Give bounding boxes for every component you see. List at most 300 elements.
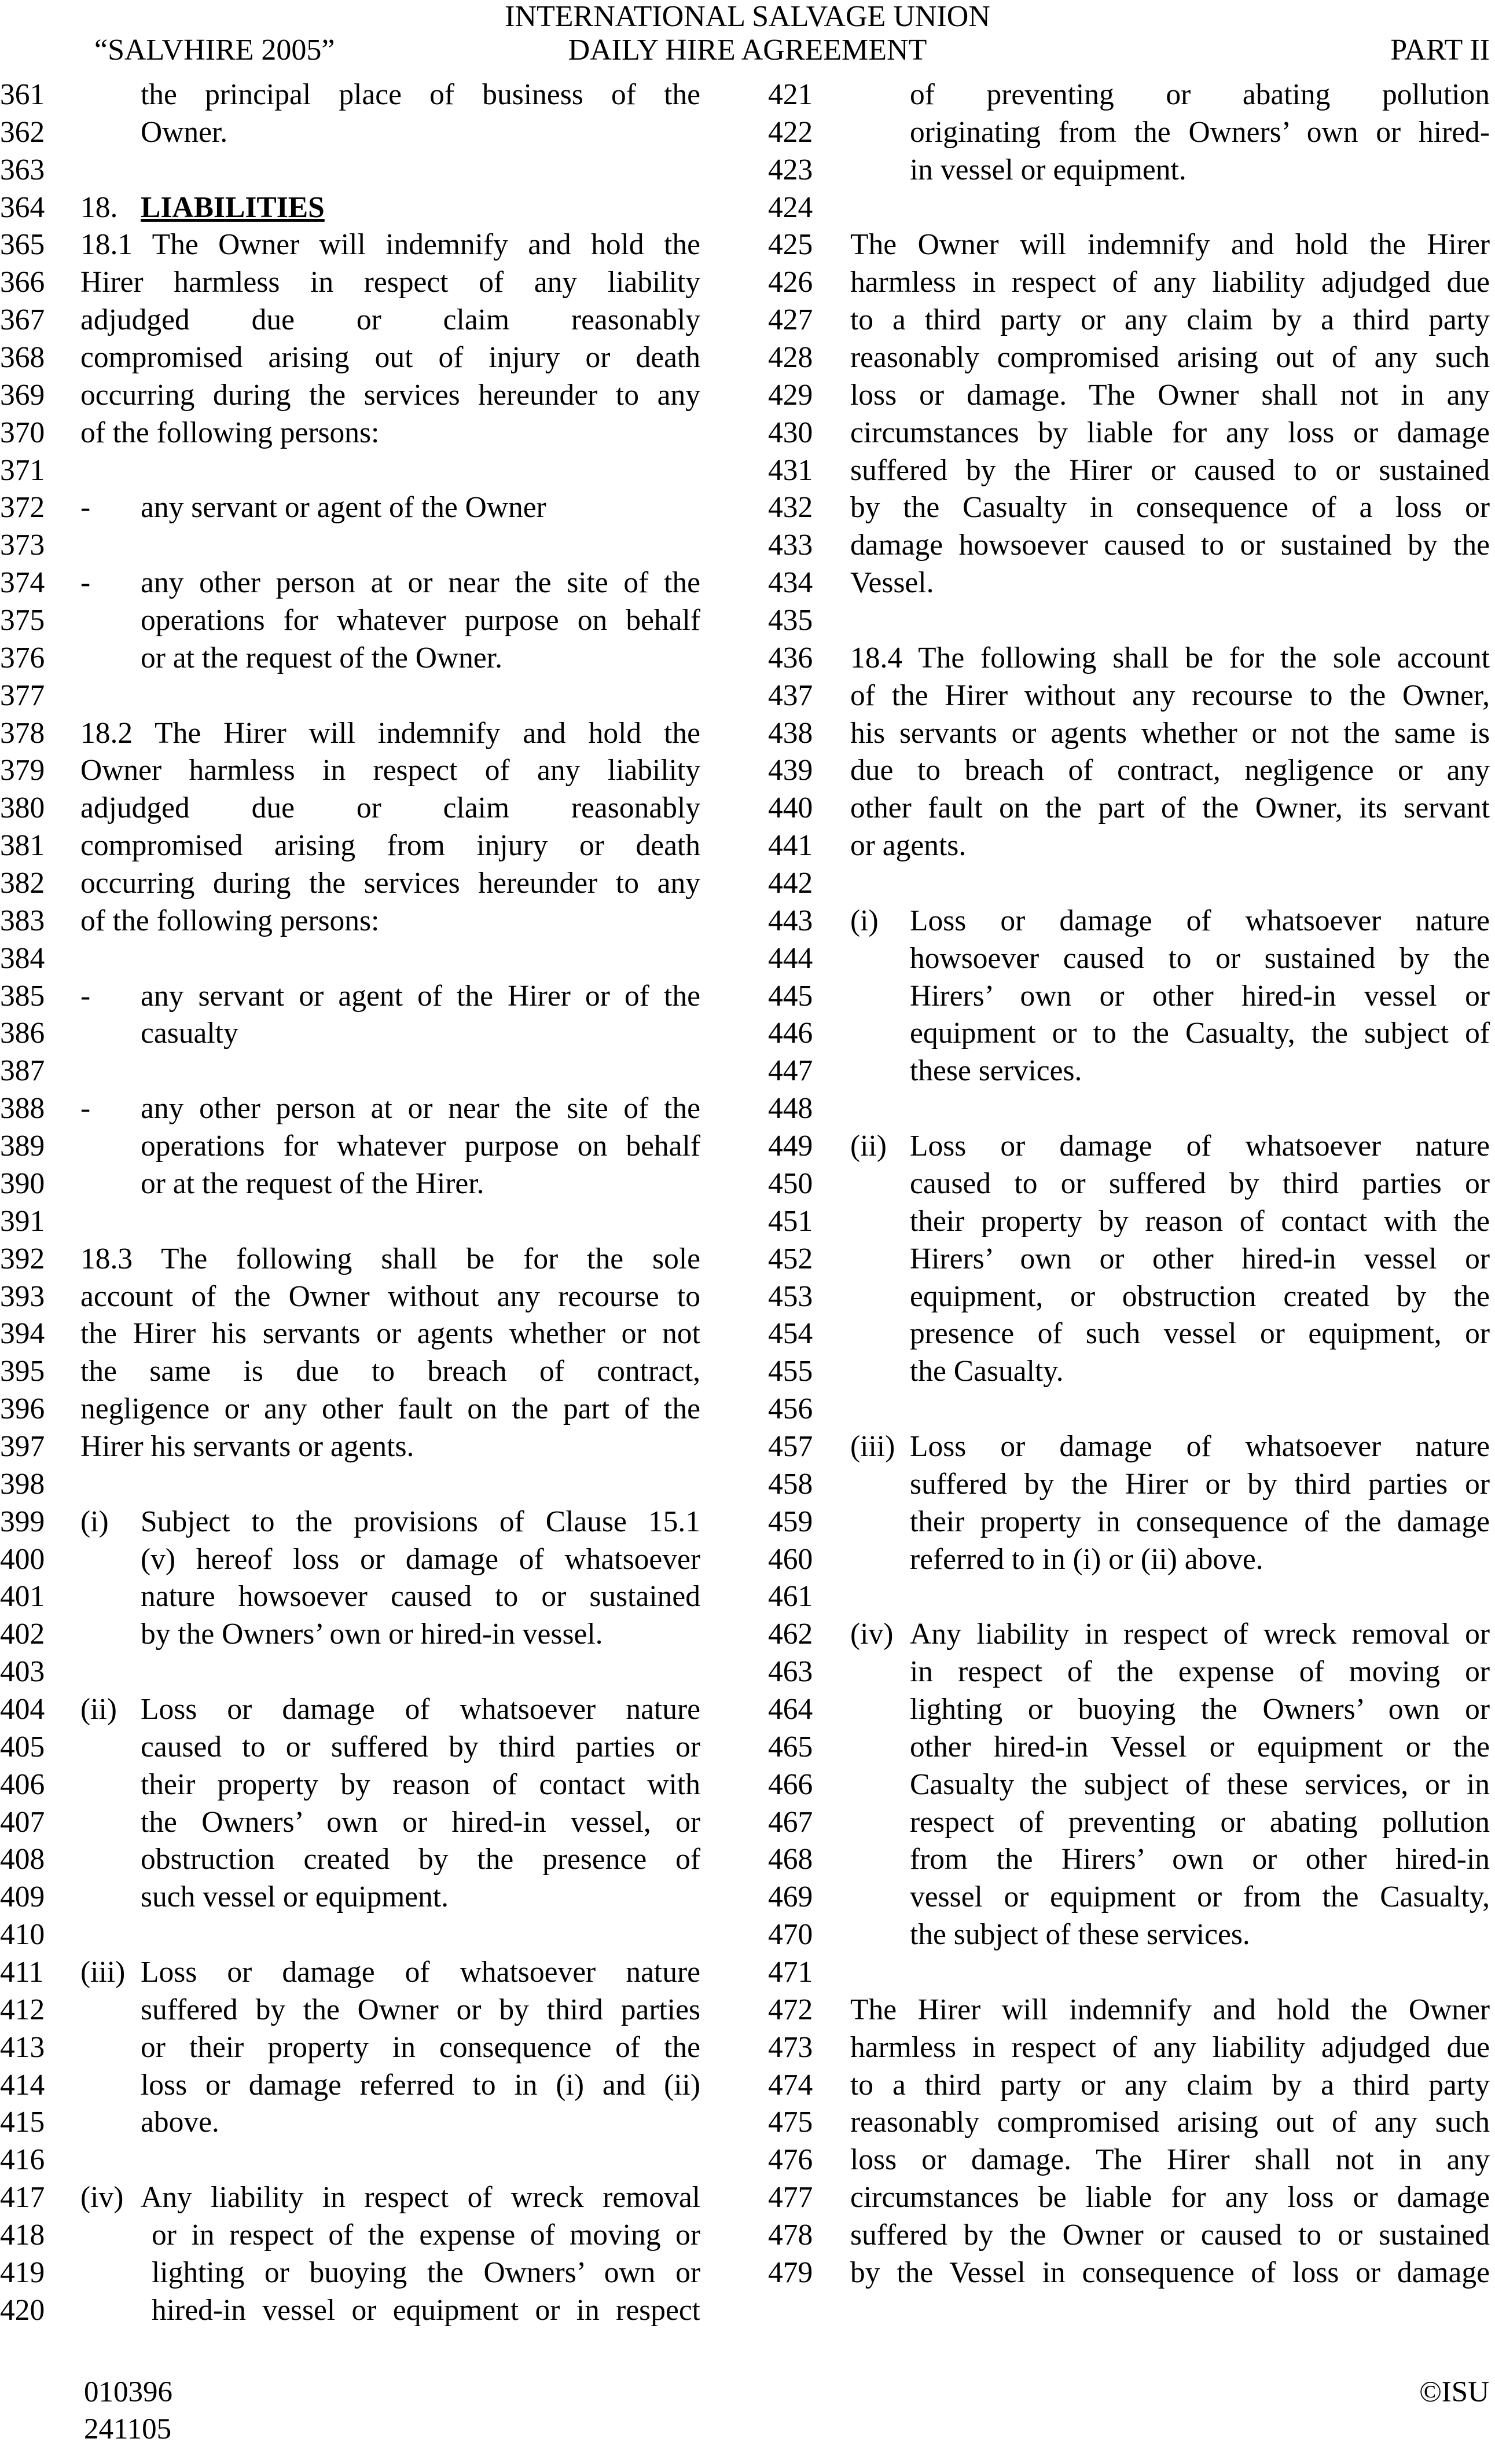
document-line	[0, 1804, 718, 1842]
line-text: the Owners’ own or hired-in vessel, or	[141, 1805, 700, 1839]
line-number: 365	[0, 228, 45, 262]
line-text: adjudged due or claim reasonably	[80, 791, 700, 825]
line-text: loss or damage referred to in (i) and (ii)	[141, 2068, 700, 2102]
line-text: the same is due to breach of contract,	[80, 1355, 700, 1388]
document-line	[768, 1391, 1490, 1428]
line-number: 446	[768, 1017, 813, 1050]
line-text: The Owner will indemnify and hold the Hirer	[850, 228, 1490, 262]
line-text: the Hirer his servants or agents whether or not	[80, 1317, 700, 1351]
document-line	[768, 1653, 1490, 1691]
line-text: caused to or suffered by third parties or	[910, 1167, 1490, 1200]
line-number: 463	[768, 1655, 813, 1689]
document-line	[0, 827, 718, 865]
line-number: 409	[0, 1880, 45, 1914]
document-line	[0, 2029, 718, 2067]
document-line	[0, 602, 718, 640]
right-column	[768, 76, 1490, 2292]
line-text: presence of such vessel or equipment, or	[910, 1317, 1490, 1351]
line-number: 455	[768, 1355, 813, 1388]
document-line	[768, 76, 1490, 114]
line-text: lighting or buoying the Owners’ own or	[910, 1692, 1490, 1726]
document-line	[0, 677, 718, 715]
line-number: 424	[768, 190, 813, 224]
line-number: 442	[768, 867, 813, 900]
document-line	[768, 1428, 1490, 1466]
line-text: Hirers’ own or other hired-in vessel or	[910, 1242, 1490, 1275]
line-number: 445	[768, 979, 813, 1013]
line-text: Loss or damage of whatsoever nature	[910, 1130, 1490, 1163]
document-line	[0, 715, 718, 753]
line-text: occurring during the services hereunder to any	[80, 867, 700, 900]
line-number: 444	[768, 941, 813, 975]
line-number: 461	[768, 1580, 813, 1614]
line-number: 379	[0, 754, 45, 787]
footer-code-1: 010396	[84, 2376, 172, 2408]
list-marker: (iv)	[850, 1618, 894, 1651]
document-line	[0, 1203, 718, 1241]
document-line	[0, 189, 718, 227]
line-number: 462	[768, 1618, 813, 1651]
line-number: 386	[0, 1017, 45, 1050]
line-number: 452	[768, 1242, 813, 1275]
line-text: any servant or agent of the Owner	[141, 491, 546, 525]
line-number: 457	[768, 1429, 813, 1463]
line-text: originating from the Owners’ own or hired-	[910, 115, 1490, 149]
document-line	[0, 2292, 718, 2330]
line-number: 407	[0, 1805, 45, 1839]
document-line	[768, 2104, 1490, 2142]
document-line	[768, 2067, 1490, 2104]
document-line	[0, 1766, 718, 1804]
document-line	[0, 2179, 718, 2217]
header-agreement: DAILY HIRE AGREEMENT	[568, 34, 927, 67]
list-marker: (i)	[850, 904, 879, 937]
list-marker: (ii)	[80, 1692, 117, 1726]
line-number: 374	[0, 566, 45, 600]
line-text: operations for whatever purpose on behalf	[141, 604, 700, 637]
line-number: 385	[0, 979, 45, 1013]
line-text: reasonably compromised arising out of any such	[850, 2106, 1490, 2139]
line-number: 402	[0, 1618, 45, 1651]
line-text: Casualty the subject of these services, or in	[910, 1768, 1490, 1801]
line-text: by the Casualty in consequence of a loss or	[850, 491, 1490, 525]
line-number: 413	[0, 2030, 45, 2064]
document-line	[768, 1466, 1490, 1504]
document-line	[768, 1241, 1490, 1278]
line-text: or agents.	[850, 829, 967, 863]
document-line	[768, 1916, 1490, 1954]
line-text: the Casualty.	[910, 1355, 1064, 1388]
document-line	[768, 2029, 1490, 2067]
document-line	[0, 527, 718, 564]
document-line	[0, 2067, 718, 2104]
line-number: 472	[768, 1993, 813, 2026]
list-marker: (iv)	[80, 2181, 124, 2214]
line-number: 465	[768, 1730, 813, 1763]
line-number: 474	[768, 2068, 813, 2102]
line-text: Loss or damage of whatsoever nature	[910, 1429, 1490, 1463]
document-line	[768, 452, 1490, 490]
document-line	[768, 1541, 1490, 1579]
line-number: 387	[0, 1054, 45, 1088]
document-line	[0, 1729, 718, 1766]
line-text: damage howsoever caused to or sustained by the	[850, 529, 1490, 562]
document-line	[768, 1353, 1490, 1391]
line-number: 369	[0, 378, 45, 412]
line-number: 388	[0, 1092, 45, 1125]
line-number: 469	[768, 1880, 813, 1914]
line-text: from the Hirers’ own or other hired-in	[910, 1843, 1490, 1876]
line-number: 381	[0, 829, 45, 863]
line-number: 363	[0, 153, 45, 186]
line-text: other fault on the part of the Owner, its servant	[850, 791, 1490, 825]
line-text: respect of preventing or abating pollution	[910, 1805, 1490, 1839]
document-line	[0, 152, 718, 189]
line-number: 368	[0, 341, 45, 375]
line-number: 414	[0, 2068, 45, 2102]
document-line	[768, 865, 1490, 903]
document-line	[768, 1804, 1490, 1842]
line-number: 366	[0, 266, 45, 299]
line-number: 378	[0, 716, 45, 750]
line-number: 477	[768, 2181, 813, 2214]
line-number: 403	[0, 1655, 45, 1689]
line-text: the principal place of business of the	[141, 78, 700, 111]
document-line	[0, 2104, 718, 2142]
line-number: 367	[0, 303, 45, 337]
line-number: 430	[768, 416, 813, 449]
line-number: 377	[0, 679, 45, 712]
line-number: 406	[0, 1768, 45, 1801]
line-text: suffered by the Hirer or caused to or sustained	[850, 453, 1490, 487]
line-number: 370	[0, 416, 45, 449]
document-line	[0, 1241, 718, 1278]
line-text: their property in consequence of the damage	[910, 1505, 1490, 1538]
document-line	[768, 1053, 1490, 1090]
line-number: 362	[0, 115, 45, 149]
line-text: Any liability in respect of wreck removal	[141, 2181, 700, 2214]
line-text: Any liability in respect of wreck removal or	[910, 1618, 1490, 1651]
document-line	[0, 415, 718, 452]
line-number: 459	[768, 1505, 813, 1538]
line-text: Hirer his servants or agents.	[80, 1429, 414, 1463]
line-text: circumstances be liable for any loss or damage	[850, 2181, 1490, 2214]
line-number: 449	[768, 1130, 813, 1163]
document-line	[768, 978, 1490, 1015]
list-marker: -	[80, 1092, 91, 1125]
document-line	[768, 152, 1490, 189]
document-line	[0, 564, 718, 602]
line-text: to a third party or any claim by a third party	[850, 2068, 1490, 2102]
document-line	[768, 1766, 1490, 1804]
document-line	[0, 1504, 718, 1541]
document-line	[0, 1954, 718, 1992]
line-number: 398	[0, 1467, 45, 1501]
document-line	[0, 339, 718, 377]
line-text: The Hirer will indemnify and hold the Owner	[850, 1993, 1490, 2026]
document-line	[768, 1278, 1490, 1316]
line-number: 383	[0, 904, 45, 937]
document-line	[768, 1090, 1490, 1128]
line-number: 375	[0, 604, 45, 637]
document-line	[768, 715, 1490, 753]
line-number: 391	[0, 1204, 45, 1238]
line-number: 471	[768, 1955, 813, 1989]
list-marker: -	[80, 566, 91, 600]
document-line	[0, 1391, 718, 1428]
document-line	[0, 865, 718, 903]
line-number: 396	[0, 1392, 45, 1426]
line-number: 394	[0, 1317, 45, 1351]
line-number: 440	[768, 791, 813, 825]
document-line	[0, 978, 718, 1015]
document-line	[768, 2254, 1490, 2292]
document-line	[0, 1428, 718, 1466]
line-text: nature howsoever caused to or sustained	[141, 1580, 700, 1614]
line-text: any other person at or near the site of the	[141, 566, 700, 600]
document-line	[0, 1128, 718, 1165]
line-text: account of the Owner without any recourse to	[80, 1279, 700, 1313]
line-text: Owner harmless in respect of any liability	[80, 754, 700, 787]
line-number: 399	[0, 1505, 45, 1538]
line-number: 410	[0, 1918, 45, 1952]
document-line	[768, 264, 1490, 302]
line-number: 372	[0, 491, 45, 525]
document-line	[768, 1841, 1490, 1879]
line-text: his servants or agents whether or not the same is	[850, 716, 1490, 750]
line-text: suffered by the Hirer or by third parties or	[910, 1467, 1490, 1501]
document-line	[768, 752, 1490, 790]
line-text: harmless in respect of any liability adjudged due	[850, 2030, 1490, 2064]
line-text: in respect of the expense of moving or	[910, 1655, 1490, 1689]
line-number: 456	[768, 1392, 813, 1426]
line-number: 473	[768, 2030, 813, 2064]
document-line	[0, 1278, 718, 1316]
line-text: 18.3 The following shall be for the sole	[80, 1242, 700, 1275]
line-text: equipment or to the Casualty, the subject of	[910, 1017, 1490, 1050]
line-number: 419	[0, 2256, 45, 2289]
line-text: or at the request of the Hirer.	[141, 1167, 484, 1200]
line-text: circumstances by liable for any loss or damage	[850, 416, 1490, 449]
document-line	[0, 1090, 718, 1128]
line-text: Loss or damage of whatsoever nature	[141, 1955, 700, 1989]
line-number: 411	[0, 1955, 44, 1989]
line-text: any servant or agent of the Hirer or of the	[141, 979, 700, 1013]
line-number: 400	[0, 1542, 45, 1576]
document-line	[768, 1504, 1490, 1541]
line-number: 395	[0, 1355, 45, 1388]
line-text: any other person at or near the site of the	[141, 1092, 700, 1125]
line-text: Owner.	[141, 115, 228, 149]
line-text: equipment, or obstruction created by the	[910, 1279, 1490, 1313]
line-number: 450	[768, 1167, 813, 1200]
line-number: 453	[768, 1279, 813, 1313]
line-number: 397	[0, 1429, 45, 1463]
document-line	[768, 302, 1490, 339]
document-line	[0, 1992, 718, 2029]
document-line	[768, 415, 1490, 452]
document-line	[0, 489, 718, 527]
document-line	[0, 1315, 718, 1353]
document-line	[768, 1729, 1490, 1766]
line-number: 405	[0, 1730, 45, 1763]
document-line	[768, 602, 1490, 640]
line-text: their property by reason of contact with	[141, 1768, 700, 1801]
line-number: 443	[768, 904, 813, 937]
line-number: 478	[768, 2218, 813, 2252]
document-line	[768, 1879, 1490, 1916]
document-line	[0, 640, 718, 677]
line-number: 422	[768, 115, 813, 149]
line-text: by the Vessel in consequence of loss or damage	[850, 2256, 1490, 2289]
list-marker: -	[80, 491, 91, 525]
line-number: 464	[768, 1692, 813, 1726]
document-line	[0, 1015, 718, 1053]
line-text: harmless in respect of any liability adjudged due	[850, 266, 1490, 299]
line-number: 361	[0, 78, 45, 111]
document-line	[768, 827, 1490, 865]
line-number: 433	[768, 529, 813, 562]
document-line	[768, 226, 1490, 264]
footer-copyright: ©ISU	[1419, 2376, 1489, 2408]
line-text: referred to in (i) or (ii) above.	[910, 1542, 1263, 1576]
line-text: Loss or damage of whatsoever nature	[910, 904, 1490, 937]
line-text: of preventing or abating pollution	[910, 78, 1490, 111]
list-marker: (ii)	[850, 1130, 887, 1163]
line-text: such vessel or equipment.	[141, 1880, 449, 1914]
line-number: 423	[768, 153, 813, 186]
line-number: 425	[768, 228, 813, 262]
document-line	[0, 1353, 718, 1391]
document-line	[768, 677, 1490, 715]
line-number: 441	[768, 829, 813, 863]
document-line	[768, 1128, 1490, 1165]
document-line	[768, 2179, 1490, 2217]
line-number: 451	[768, 1204, 813, 1238]
line-text: their property by reason of contact with the	[910, 1204, 1490, 1238]
list-marker: (iii)	[850, 1429, 895, 1463]
line-number: 431	[768, 453, 813, 487]
document-line	[0, 752, 718, 790]
document-line	[0, 1841, 718, 1879]
line-text: 18.4 The following shall be for the sole account	[850, 641, 1490, 674]
line-number: 364	[0, 190, 45, 224]
line-number: 420	[0, 2293, 45, 2327]
line-text: adjudged due or claim reasonably	[80, 303, 700, 337]
document-line	[768, 790, 1490, 827]
line-text: caused to or suffered by third parties or	[141, 1730, 700, 1763]
line-number: 466	[768, 1768, 813, 1801]
line-text: howsoever caused to or sustained by the	[910, 941, 1490, 975]
header-org: INTERNATIONAL SALVAGE UNION	[505, 0, 990, 33]
line-text: the subject of these services.	[910, 1918, 1250, 1952]
line-number: 436	[768, 641, 813, 674]
line-text: due to breach of contract, negligence or any	[850, 754, 1490, 787]
document-line	[0, 2142, 718, 2179]
line-number: 468	[768, 1843, 813, 1876]
line-number: 393	[0, 1279, 45, 1313]
document-line	[768, 2217, 1490, 2254]
document-line	[768, 489, 1490, 527]
document-line	[768, 377, 1490, 415]
document-line	[768, 1165, 1490, 1203]
list-marker: -	[80, 979, 91, 1013]
document-line	[768, 1578, 1490, 1616]
document-line	[0, 1165, 718, 1203]
line-number: 460	[768, 1542, 813, 1576]
line-number: 380	[0, 791, 45, 825]
document-line	[0, 1578, 718, 1616]
document-line	[0, 1691, 718, 1729]
line-text: obstruction created by the presence of	[141, 1843, 700, 1876]
document-line	[0, 302, 718, 339]
line-text: of the following persons:	[80, 904, 380, 937]
line-number: 438	[768, 716, 813, 750]
line-number: 416	[0, 2143, 45, 2177]
line-text: negligence or any other fault on the part of the	[80, 1392, 700, 1426]
line-text: these services.	[910, 1054, 1082, 1088]
header-form-name: “SALVHIRE 2005”	[94, 34, 335, 67]
document-line	[0, 2217, 718, 2254]
document-line	[768, 1203, 1490, 1241]
line-text: occurring during the services hereunder to any	[80, 378, 700, 412]
line-text: 18.2 The Hirer will indemnify and hold the	[80, 716, 700, 750]
document-line	[0, 1053, 718, 1090]
line-text: other hired-in Vessel or equipment or the	[910, 1730, 1490, 1763]
document-line	[0, 1879, 718, 1916]
line-number: 415	[0, 2106, 45, 2139]
line-text: in vessel or equipment.	[910, 153, 1187, 186]
line-number: 401	[0, 1580, 45, 1614]
document-line	[768, 564, 1490, 602]
document-line	[0, 114, 718, 152]
document-line	[768, 1954, 1490, 1992]
document-line	[768, 339, 1490, 377]
document-line	[0, 1541, 718, 1579]
line-number: 448	[768, 1092, 813, 1125]
document-line	[0, 790, 718, 827]
line-text: of the Hirer without any recourse to the Owner,	[850, 679, 1490, 712]
document-line	[768, 1691, 1490, 1729]
document-line	[0, 264, 718, 302]
line-text: loss or damage. The Owner shall not in any	[850, 378, 1490, 412]
line-text: hired-in vessel or equipment or in respect	[152, 2293, 700, 2327]
line-text: compromised arising from injury or death	[80, 829, 700, 863]
document-line	[0, 1616, 718, 1653]
line-text: Subject to the provisions of Clause 15.1	[141, 1505, 700, 1538]
document-line	[0, 1916, 718, 1954]
document-line	[768, 114, 1490, 152]
line-number: 434	[768, 566, 813, 600]
line-number: 404	[0, 1692, 45, 1726]
line-text: or in respect of the expense of moving or	[152, 2218, 700, 2252]
line-text: casualty	[141, 1017, 238, 1050]
line-text: Hirer harmless in respect of any liability	[80, 266, 700, 299]
line-number: 392	[0, 1242, 45, 1275]
line-text: Hirers’ own or other hired-in vessel or	[910, 979, 1490, 1013]
line-text: Vessel.	[850, 566, 934, 600]
document-line	[0, 226, 718, 264]
line-text: or at the request of the Owner.	[141, 641, 502, 674]
line-text: vessel or equipment or from the Casualty,	[910, 1880, 1490, 1914]
document-line	[768, 1616, 1490, 1653]
document-line	[768, 189, 1490, 227]
line-number: 427	[768, 303, 813, 337]
list-marker: (iii)	[80, 1955, 126, 1989]
line-text: (v) hereof loss or damage of whatsoever	[141, 1542, 700, 1576]
document-line	[768, 1315, 1490, 1353]
line-text: LIABILITIES	[141, 190, 325, 224]
